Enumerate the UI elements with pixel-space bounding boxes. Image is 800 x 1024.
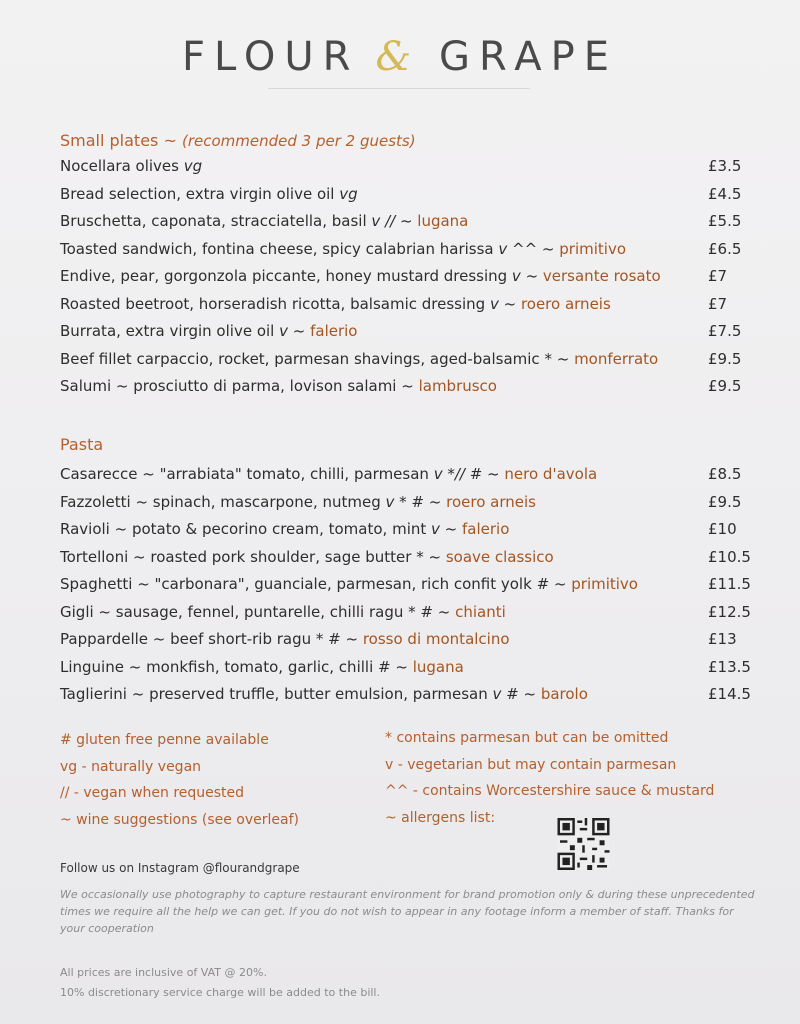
menu-item-text [60,267,661,285]
menu-item-description: Pappardelle ~ beef short-rib ragu [60,630,316,648]
menu-item-dietary: v // ~ [371,212,418,230]
menu-item-price: £12.5 [708,602,751,621]
menu-item [60,185,760,213]
legend-item: vg - naturally vegan [60,758,202,775]
menu-item-price: £7 [708,294,728,313]
menu-item-price: £13 [708,630,737,648]
menu-item-wine: lugana [417,212,469,230]
photography-disclaimer: We occasionally use photography to capture restaurant environment for brand promotion only & during these unprecedented times we require all the help we can get. If you do not wish to appear in any footage inform a member of staff. Thanks for your cooperation [60,888,755,935]
menu-item-description: Fazzoletti ~ spinach, mascarpone, nutmeg [60,492,386,511]
menu-item [60,350,760,378]
menu-item [60,685,760,713]
menu-item-wine: primitivo [571,575,638,593]
legend-item: // - vegan when requested [60,785,245,801]
menu-item-price: £7 [708,267,728,285]
menu-item-dietary: v ~ [511,267,543,285]
menu-item-price: £4.5 [708,184,742,203]
menu-item [60,212,760,240]
menu-item-dietary: vg [183,157,203,175]
menu-item-text [60,658,464,676]
menu-item-wine: primitivo [559,239,627,258]
menu-item-dietary: v ~ [279,322,311,340]
allergens-qr-code[interactable] [555,818,612,870]
menu-item-price: £6.5 [708,239,742,258]
menu-item [60,240,760,268]
menu-item-dietary: v ~ [489,294,521,313]
brand-word-grape: GRAPE [439,34,618,80]
menu-item [60,603,760,631]
menu-item-description: Tortelloni ~ roasted pork shoulder, sage butter [60,547,417,566]
menu-item-price: £7.5 [708,322,742,340]
menu-item-dietary: * ~ [544,349,575,368]
menu-item-wine: nero d'avola [504,465,598,483]
menu-item-dietary: v # ~ [492,685,541,703]
service-charge-note: 10% discretionary service charge will be added to the bill. [60,986,380,999]
menu-item-description: Casarecce ~ "arrabiata" tomato, chilli, parmesan [60,465,434,483]
menu-item-text [60,157,202,175]
menu-item-price: £9.5 [708,492,742,511]
legend-right [385,725,714,831]
menu-item-dietary: v * # ~ [385,492,447,511]
menu-item-wine: lugana [412,657,464,676]
menu-item-wine: falerio [462,520,510,538]
legend-item: ^^ - contains Worcestershire sauce & mustard [385,783,715,799]
legend-left [60,727,299,833]
menu-item-description: Endive, pear, gorgonzola piccante, honey mustard dressing [60,267,512,285]
menu-item [60,465,760,493]
menu-item [60,295,760,323]
menu-item-wine: rosso di montalcino [362,630,510,648]
menu-item-wine: monferrato [574,349,659,368]
menu-item-dietary: v ^^ ~ [498,239,560,258]
menu-item [60,658,760,686]
menu-item-description: Burrata, extra virgin olive oil [60,322,280,340]
menu-item [60,267,760,295]
brand-logo [0,34,800,80]
menu-item [60,575,760,603]
menu-item-price: £11.5 [708,575,751,593]
menu-item-dietary: v ~ [431,520,462,538]
legend-item: v - vegetarian but may contain parmesan [385,756,677,773]
menu-item-price: £13.5 [708,657,751,676]
menu-item-dietary: vg [339,184,358,203]
menu-item-description: Bread selection, extra virgin olive oil [60,184,340,203]
menu-item-description: Nocellara olives [60,157,184,175]
menu-item-description: Spaghetti ~ "carbonara", guanciale, parmesan, rich confit yolk [60,575,537,593]
menu-item-wine: falerio [310,322,358,340]
menu-item-wine: soave classico [445,547,554,566]
menu-item-price: £10 [708,520,737,538]
menu-item [60,548,760,576]
menu-item-text [60,465,597,483]
menu-item-description: Taglierini ~ preserved truffle, butter emulsion, parmesan [60,685,493,703]
menu-item-text [60,295,611,313]
small-plates-list [60,157,760,405]
menu-item [60,493,760,521]
menu-item-dietary: v *// # ~ [433,465,505,483]
menu-item-description: Linguine ~ monkfish, tomato, garlic, chilli [60,657,379,676]
menu-item-text [60,603,506,621]
menu-item [60,630,760,658]
menu-item-text [60,212,468,230]
vat-note: All prices are inclusive of VAT @ 20%. [60,966,267,979]
menu-item [60,377,760,405]
legend-item: ~ allergens list: [385,809,496,826]
menu-item-text [60,575,638,593]
menu-item-dietary: # ~ [378,657,413,676]
menu-item-dietary: * # ~ [408,602,456,621]
menu-item-description: Ravioli ~ potato & pecorino cream, tomato, mint [60,520,432,538]
menu-item-wine: lambrusco [418,377,497,395]
menu-item-price: £14.5 [708,685,751,703]
legend-item: # gluten free penne available [60,732,269,748]
logo-divider [268,88,530,89]
menu-item-description: Beef fillet carpaccio, rocket, parmesan shavings, aged-balsamic [60,349,545,368]
menu-item-dietary: # ~ [536,575,572,593]
menu-item-wine: roero arneis [446,492,536,511]
menu-item-text [60,377,497,395]
menu-item-price: £10.5 [708,547,751,566]
menu-item [60,322,760,350]
menu-item-text [60,685,588,703]
menu-item-text [60,240,626,258]
menu-item-description: Toasted sandwich, fontina cheese, spicy calabrian harissa [60,239,499,258]
menu-item-description: Gigli ~ sausage, fennel, puntarelle, chilli ragu [60,602,409,621]
menu-item-wine: barolo [540,685,588,703]
menu-item [60,520,760,548]
pricing-notes [60,963,760,1003]
menu-item-description: Roasted beetroot, horseradish ricotta, balsamic dressing [60,294,490,313]
legend-item: * contains parmesan but can be omitted [385,730,669,746]
menu-item-price: £5.5 [708,212,742,230]
menu-item-wine: roero arneis [520,294,611,313]
menu-item-dietary: * # ~ [315,630,363,648]
menu-item-price: £9.5 [708,377,742,395]
menu-item-text [60,185,358,203]
section-title-pasta: Pasta [60,435,104,454]
pasta-list [60,465,760,713]
menu-item-text [60,520,509,538]
menu-item [60,157,760,185]
menu-item-dietary: * ~ [416,547,446,566]
menu-item-wine: versante rosato [542,267,661,285]
menu-item-text [60,493,536,511]
menu-item-text [60,350,658,368]
instagram-follow: Follow us on Instagram @flourandgrape [60,861,300,875]
brand-ampersand: & [375,34,412,80]
small-plates-note: (recommended 3 per 2 guests) [181,132,416,150]
legend-item: ~ wine suggestions (see overleaf) [60,811,299,828]
menu-item-description: Bruschetta, caponata, stracciatella, basil [60,212,372,230]
menu-item-price: £8.5 [708,465,742,483]
menu-item-wine: chianti [455,602,506,621]
small-plates-heading: Small plates ~ [60,131,182,150]
section-title-small-plates [60,131,416,150]
menu-item-description: Salumi ~ prosciutto di parma, lovison salami ~ [60,377,419,395]
menu-item-text [60,322,357,340]
menu-item-price: £9.5 [708,349,742,368]
menu-item-price: £3.5 [708,157,742,175]
brand-word-flour: FLOUR [182,34,360,80]
menu-item-text [60,548,554,566]
menu-item-text [60,630,510,648]
